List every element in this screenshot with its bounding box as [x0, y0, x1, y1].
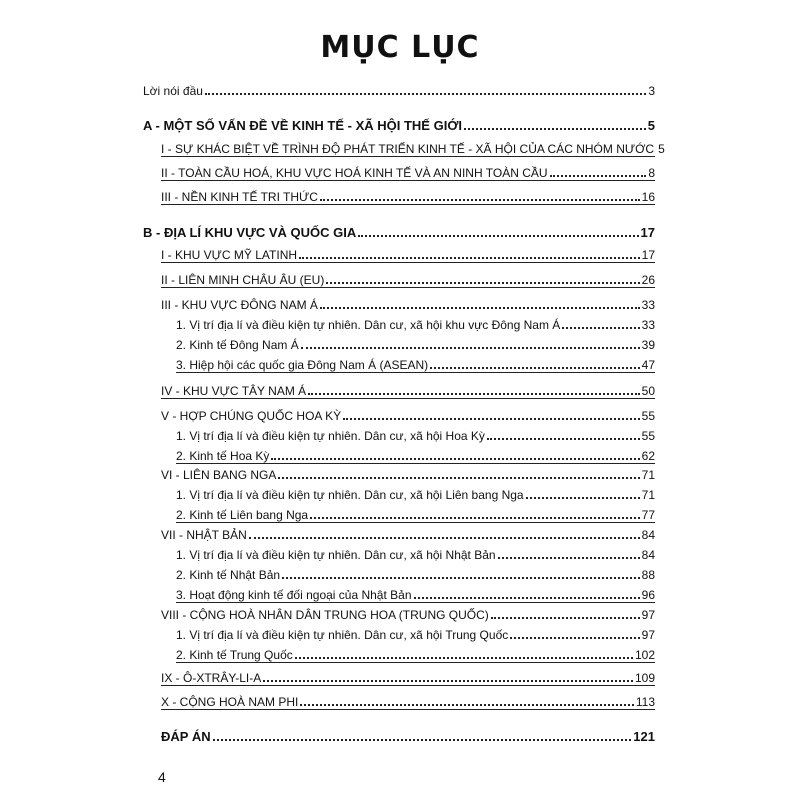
dot-leader	[510, 637, 639, 639]
toc-entry-b8[interactable]	[161, 602, 655, 622]
toc-section-b[interactable]	[143, 220, 655, 240]
toc-entry-page: 71	[641, 468, 655, 482]
toc-entry-label: Lời nói đầu	[143, 84, 203, 98]
toc-entry-page: 55	[641, 409, 655, 423]
toc-entry-label: 2. Kinh tế Hoa Kỳ	[176, 449, 270, 463]
dot-leader	[358, 235, 638, 237]
toc-entry-b6[interactable]	[161, 462, 655, 482]
toc-entry-label: A - MỘT SỐ VẤN ĐỀ VỀ KINH TẾ - XÃ HỘI THẾ GIỚI	[143, 118, 463, 133]
page-title: MỤC LỤC	[320, 30, 480, 65]
toc-entry-page: 17	[641, 248, 655, 262]
dot-leader	[213, 739, 632, 741]
toc-entry-b5[interactable]	[161, 403, 655, 423]
toc-entry-page: 77	[641, 508, 655, 522]
dot-leader	[414, 597, 640, 599]
toc-entry-page: 97	[641, 608, 655, 622]
toc-entry-page: 109	[634, 671, 655, 685]
toc-entry-label: II - TOÀN CẦU HOÁ, KHU VỰC HOÁ KINH TẾ VÀ AN NINH TOÀN CẦU	[161, 166, 548, 180]
dot-leader	[299, 257, 640, 259]
toc-entry-page: 84	[641, 528, 655, 542]
dot-leader	[491, 617, 640, 619]
toc-entry-label: VIII - CỘNG HOÀ NHÂN DÂN TRUNG HOA (TRUNG QUỐC)	[161, 608, 489, 622]
dot-leader	[498, 557, 640, 559]
toc-entry-b10[interactable]	[161, 689, 655, 710]
toc-entry-page: 121	[633, 729, 655, 744]
toc-entry-label: 2. Kinh tế Nhật Bản	[176, 568, 281, 582]
toc-entry-b7-3[interactable]	[176, 582, 655, 603]
toc-entry-a3[interactable]	[161, 184, 655, 205]
toc-entry-label: II - LIÊN MINH CHÂU ÂU (EU)	[161, 273, 325, 287]
toc-entry-label: I - SỰ KHÁC BIỆT VỀ TRÌNH ĐỘ PHÁT TRIỂN KINH TẾ - XÃ HỘI CỦA CÁC NHÓM NƯỚC	[161, 142, 655, 156]
dot-leader	[430, 367, 640, 369]
toc-entry-b7-1[interactable]	[176, 542, 655, 562]
toc-entry-page: 84	[641, 548, 655, 562]
toc-entry-b3[interactable]	[161, 292, 655, 312]
toc-entry-label: 1. Vị trí địa lí và điều kiện tự nhiên. Dân cư, xã hội Nhật Bản	[176, 548, 496, 562]
toc-entry-page: 50	[641, 384, 655, 398]
toc-entry-label: III - KHU VỰC ĐÔNG NAM Á	[161, 298, 318, 312]
toc-entry-page: 55	[641, 429, 655, 443]
dot-leader	[282, 577, 640, 579]
toc-entry-page: 5	[658, 142, 665, 156]
toc-entry-label: 2. Kinh tế Liên bang Nga	[176, 508, 309, 522]
toc-entry-page: 16	[641, 190, 655, 204]
toc-entry-page: 3	[648, 84, 655, 98]
toc-entry-b4[interactable]	[161, 378, 655, 399]
toc-entry-label: V - HỢP CHÚNG QUỐC HOA KỲ	[161, 409, 342, 423]
toc-entry-label: 3. Hiệp hội các quốc gia Đông Nam Á (ASEAN)	[176, 358, 429, 372]
toc-entry-b3-3[interactable]	[176, 352, 655, 373]
toc-entry-b9[interactable]	[161, 665, 655, 686]
dot-leader	[310, 517, 640, 519]
dot-leader	[526, 497, 640, 499]
toc-section-a[interactable]	[143, 113, 655, 133]
toc-entry-page: 26	[641, 273, 655, 287]
toc-entry-b5-2[interactable]	[176, 443, 655, 464]
dot-leader	[249, 537, 640, 539]
toc-entry-b1[interactable]	[161, 242, 655, 263]
toc-entry-label: VI - LIÊN BANG NGA	[161, 468, 277, 482]
toc-entry-page: 62	[641, 449, 655, 463]
dot-leader	[295, 657, 633, 659]
dot-leader	[320, 307, 640, 309]
dot-leader	[326, 282, 639, 284]
dot-leader	[278, 477, 639, 479]
dot-leader	[205, 93, 646, 95]
toc-entry-a1[interactable]	[161, 136, 665, 157]
toc-entry-foreword[interactable]	[143, 78, 655, 98]
toc-entry-b6-1[interactable]	[176, 482, 655, 502]
toc-entry-label: IX - Ô-XTRÂY-LI-A	[161, 671, 262, 685]
toc-entry-page: 113	[635, 695, 655, 709]
toc-entry-b3-1[interactable]	[176, 312, 655, 332]
toc-entry-b2[interactable]	[161, 267, 655, 288]
toc-entry-page: 5	[647, 118, 655, 133]
toc-section-answers[interactable]	[143, 724, 655, 744]
toc-entry-label: I - KHU VỰC MỸ LATINH	[161, 248, 298, 262]
toc-entry-label: 3. Hoạt động kinh tế đối ngoại của Nhật Bản	[176, 588, 412, 602]
dot-leader	[263, 680, 633, 682]
toc-entry-label: 1. Vị trí địa lí và điều kiện tự nhiên. Dân cư, xã hội khu vực Đông Nam Á	[176, 318, 561, 332]
toc-entry-page: 97	[641, 628, 655, 642]
toc-entry-page: 71	[641, 488, 655, 502]
toc-entry-b3-2[interactable]	[176, 332, 655, 352]
dot-leader	[308, 393, 639, 395]
toc-entry-b7[interactable]	[161, 522, 655, 542]
toc-entry-page: 47	[641, 358, 655, 372]
toc-entry-b5-1[interactable]	[176, 423, 655, 443]
dot-leader	[301, 347, 640, 349]
dot-leader	[550, 175, 647, 177]
dot-leader	[320, 199, 640, 201]
toc-entry-page: 17	[640, 225, 655, 240]
toc-entry-page: 96	[641, 588, 655, 602]
toc-entry-label: 1. Vị trí địa lí và điều kiện tự nhiên. Dân cư, xã hội Hoa Kỳ	[176, 429, 485, 443]
toc-entry-page: 102	[634, 648, 655, 662]
toc-entry-b7-2[interactable]	[176, 562, 655, 582]
dot-leader	[464, 128, 646, 130]
toc-entry-label: IV - KHU VỰC TÂY NAM Á	[161, 384, 307, 398]
toc-entry-page: 8	[648, 166, 655, 180]
dot-leader	[562, 327, 639, 329]
toc-entry-label: 2. Kinh tế Trung Quốc	[176, 648, 293, 662]
toc-entry-label: 1. Vị trí địa lí và điều kiện tự nhiên. Dân cư, xã hội Trung Quốc	[176, 628, 509, 642]
toc-entry-b6-2[interactable]	[176, 502, 655, 523]
toc-entry-page: 88	[641, 568, 655, 582]
toc-entry-label: ĐÁP ÁN	[161, 729, 211, 744]
toc-entry-b8-2[interactable]	[176, 642, 655, 663]
toc-entry-page: 39	[641, 338, 655, 352]
toc-entry-label: VII - NHẬT BẢN	[161, 528, 247, 542]
toc-entry-label: III - NỀN KINH TẾ TRI THỨC	[161, 190, 318, 204]
dot-leader	[300, 704, 634, 706]
toc-entry-page: 33	[641, 298, 655, 312]
page-number: 4	[158, 769, 166, 785]
toc-entry-page: 33	[641, 318, 655, 332]
toc-entry-a2[interactable]	[161, 160, 655, 181]
toc-entry-label: B - ĐỊA LÍ KHU VỰC VÀ QUỐC GIA	[143, 225, 357, 240]
toc-entry-label: X - CỘNG HOÀ NAM PHI	[161, 695, 299, 709]
toc-entry-label: 2. Kinh tế Đông Nam Á	[176, 338, 299, 352]
dot-leader	[487, 438, 640, 440]
toc-entry-label: 1. Vị trí địa lí và điều kiện tự nhiên. Dân cư, xã hội Liên bang Nga	[176, 488, 524, 502]
dot-leader	[343, 418, 640, 420]
dot-leader	[271, 458, 639, 460]
toc-entry-b8-1[interactable]	[176, 622, 655, 642]
